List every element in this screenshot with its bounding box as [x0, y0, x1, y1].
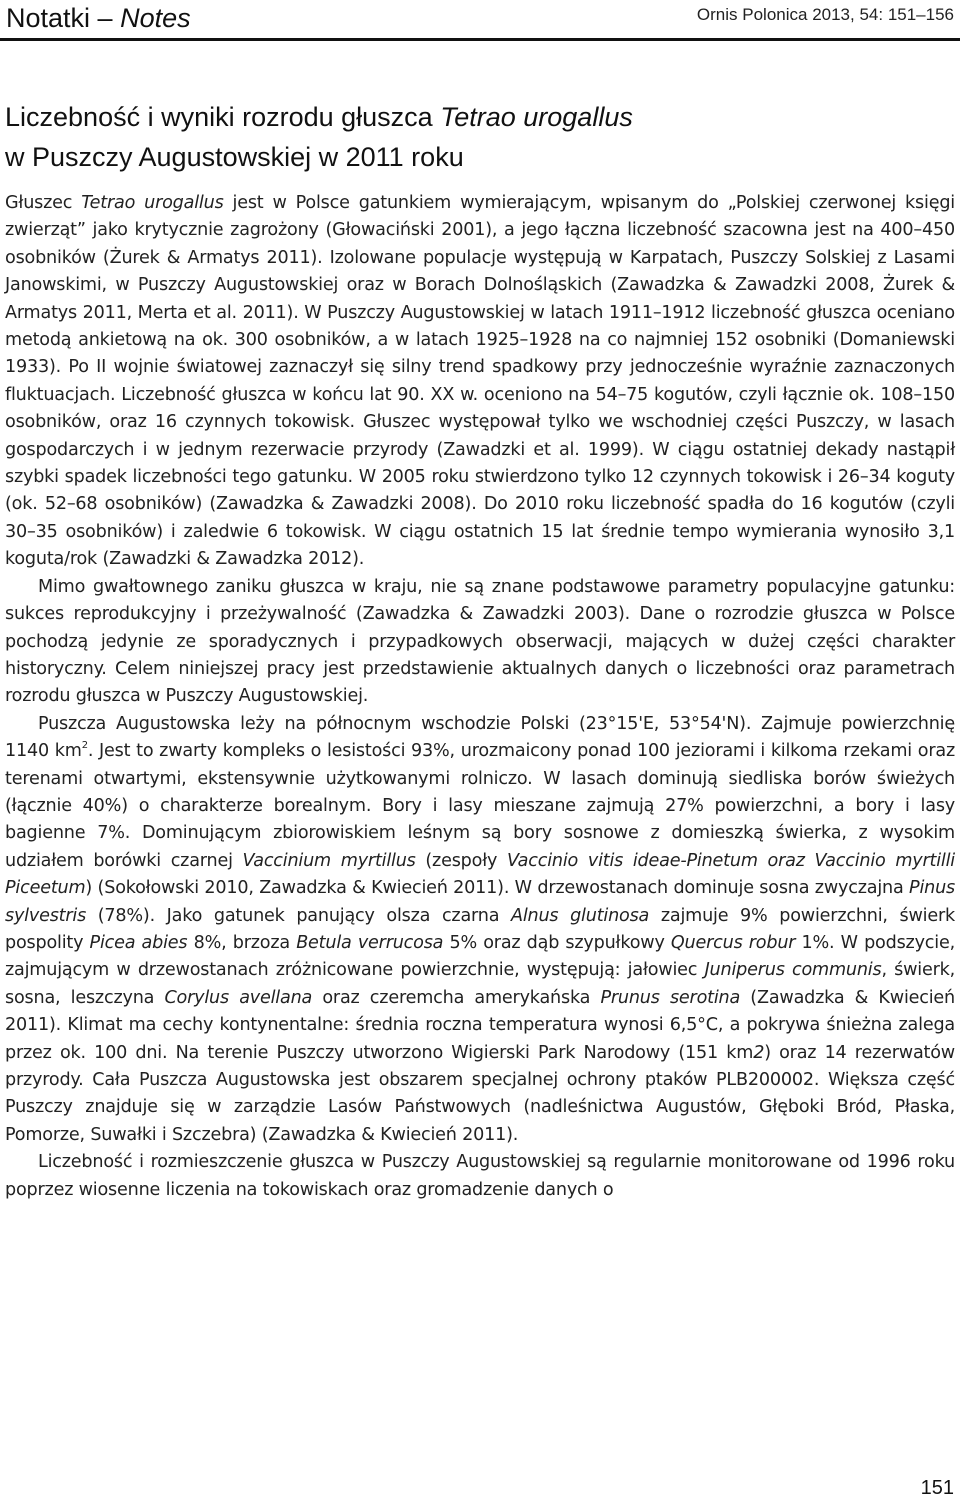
p3-superscript: 2	[81, 740, 88, 752]
page-number: 151	[920, 1477, 954, 1499]
title-species-name: Tetrao urogallus	[440, 102, 633, 132]
article-body	[5, 190, 955, 1204]
p3-species: Vaccinium myrtillus	[242, 850, 416, 871]
p3-species: Vaccinio vitis ideae-Pinetum oraz Vaccinio myrtilli Piceetum	[5, 850, 955, 899]
p3-species: Corylus avellana	[164, 987, 313, 1008]
p3-text: 8%, brzoza	[187, 932, 297, 953]
p3-text: Puszcza Augustowska leży na północnym wschodzie Polski (23°15'E, 53°54'N). Zajmuje powierzchnię 1140 km	[5, 713, 955, 762]
p3-text: 5% oraz dąb szypułkowy	[443, 932, 671, 953]
p1-species: Tetrao urogallus	[81, 193, 224, 213]
p3-species: Juniperus communis	[704, 960, 882, 981]
p3-text: (78%). Jako gatunek panujący olsza czarna	[86, 905, 511, 926]
paragraph-2: Mimo gwałtownego zaniku głuszca w kraju, nie są znane podstawowe parametry populacyjne gatunku: sukces reprodukcyjny i przeżywalność (Zawadzka & Zawadzki 2003). Dane o rozrodzie głuszca w Polsce pochodzą jedynie ze sporadycznych i przypadkowych obserwacji, mających w dużej części charakter historyczny. Celem niniejszej pracy jest przedstawienie aktualnych danych o liczebności oraz parametrach rozrodu głuszca w Puszczy Augustowskiej.	[5, 576, 955, 707]
section-title	[6, 0, 191, 36]
p3-species: Quercus robur	[670, 932, 796, 953]
p3-text: ) (Sokołowski 2010, Zawadzka & Kwiecień 2011). W drzewostanach dominuje sosna zwyczajna	[85, 878, 910, 899]
paragraph-1	[5, 190, 955, 574]
section-title-dash: –	[90, 3, 121, 33]
p3-text: 1%. W podszycie, zajmującym w drzewostanach zróżnicowane powierzchnie, występują: jałowiec	[5, 932, 955, 981]
p3-text: oraz czeremcha amerykańska	[312, 987, 601, 1008]
running-header	[0, 0, 960, 44]
p3-species: Picea abies	[89, 932, 188, 953]
paragraph-3	[5, 711, 955, 1150]
p3-text: (Zawadzka & Kwiecień 2011). Klimat ma cechy kontynentalne: średnia roczna temperatura wynosi 6,5°C, a pokrywa śnieżna zalega przez ok. 100 dni. Na terenie Puszczy utworzono Wigierski Park Narodowy (151 km	[5, 987, 955, 1063]
title-line2: w Puszczy Augustowskiej w 2011 roku	[5, 142, 464, 172]
p3-text: , świerk, sosna, leszczyna	[5, 960, 955, 1008]
p3-species: Alnus glutinosa	[511, 905, 650, 926]
p1-text: Głuszec	[5, 193, 82, 213]
p3-text: (zespoły	[415, 850, 507, 871]
journal-citation: Ornis Polonica 2013, 54: 151–156	[696, 5, 954, 24]
p1-text: jest w Polsce gatunkiem wymierającym, wpisanym do „Polskiej czerwonej księgi zwierząt” jako krytycznie zagrożony (Głowaciński 2001), a jego łączna liczebność szacowna jest na 400–450 osobników (Żurek & Armatys 2011). Izolowane populacje występują w Karpatach, Puszczy Solskiej z Lasami Janowskimi, w Puszczy Augustowskiej oraz w Borach Dolnośląskich (Zawadzka & Zawadzki 2008, Żurek & Armatys 2011, Merta et al. 2011). W Puszczy Augustowskiej w latach 1911–1912 liczebność głuszca oceniano metodą ankietową na ok. 300 osobników, a w latach 1925–1928 na co najmniej 152 osobniki (Domaniewski 1933). Po II wojnie światowej zaznaczył się silny trend spadkowy przy jednocześnie wyraźnie zaznaczonych fluktuacjach. Liczebność głuszca w końcu lat 90. XX w. oceniono na 54–75 kogutów, czyli łącznie ok. 108–150 osobników, oraz 16 czynnych tokowisk. Głuszec występował tylko we wschodniej części Puszczy, w lasach gospodarczych i w jednym rezerwacie przyrody (Zawadzki et al. 1999). W ciągu ostatniej dekady nastąpił szybki spadek liczebności tego gatunku. W 2005 roku stwierdzono tylko 12 czynnych tokowisk i 26–34 koguty (ok. 52–68 osobników) (Zawadzka & Zawadzki 2008). Do 2010 roku liczebność spadła do 16 kogutów (czyli 30–35 osobników) i zaledwie 6 tokowisk. W ciągu ostatnich 15 lat średnie tempo wymierania wynosiło 3,1 koguta/rok (Zawadzki & Zawadzka 2012).	[5, 193, 955, 570]
p3-text: ) oraz 14 rezerwatów przyrody. Cała Puszcza Augustowska jest obszarem specjalnej ochrony ptaków PLB200002. Większa część Puszczy znajduje się w zarządzie Lasów Państwowych (nadleśnictwa Augustów, Głęboki Bród, Płaska, Pomorze, Suwałki i Szczebra) (Zawadzka & Kwiecień 2011).	[5, 1042, 955, 1145]
section-title-en: Notes	[120, 3, 191, 33]
header-rule	[0, 38, 960, 41]
section-title-pl: Notatki	[6, 3, 91, 33]
p3-species: 2	[753, 1042, 765, 1063]
article-title	[5, 97, 945, 177]
p3-species: Prunus serotina	[600, 987, 741, 1008]
paragraph-4: Liczebność i rozmieszczenie głuszca w Puszczy Augustowskiej są regularnie monitorowane od 1996 roku poprzez wiosenne liczenia na tokowiskach oraz gromadzenie danych o	[5, 1152, 955, 1200]
p3-text: zajmuje 9% powierzchni, świerk pospolity	[5, 905, 955, 953]
p3-species: Pinus sylvestris	[5, 878, 955, 926]
p3-text: . Jest to zwarty kompleks o lesistości 93%, urozmaicony ponad 100 jeziorami i kilkoma rzekami oraz terenami otwartymi, ekstensywnie użytkowanymi rolniczo. W lasach dominują siedliska borów świeżych (łącznie 40%) o charakterze borealnym. Bory i lasy mieszane zajmują 27% powierzchni, a bory i lasy bagienne 7%. Dominującym zbiorowiskiem leśnym są bory sosnowe z domieszką świerka, z wysokim udziałem borówki czarnej	[5, 741, 955, 871]
title-line1: Liczebność i wyniki rozrodu głuszca	[5, 102, 441, 132]
p3-species: Betula verrucosa	[296, 932, 444, 953]
